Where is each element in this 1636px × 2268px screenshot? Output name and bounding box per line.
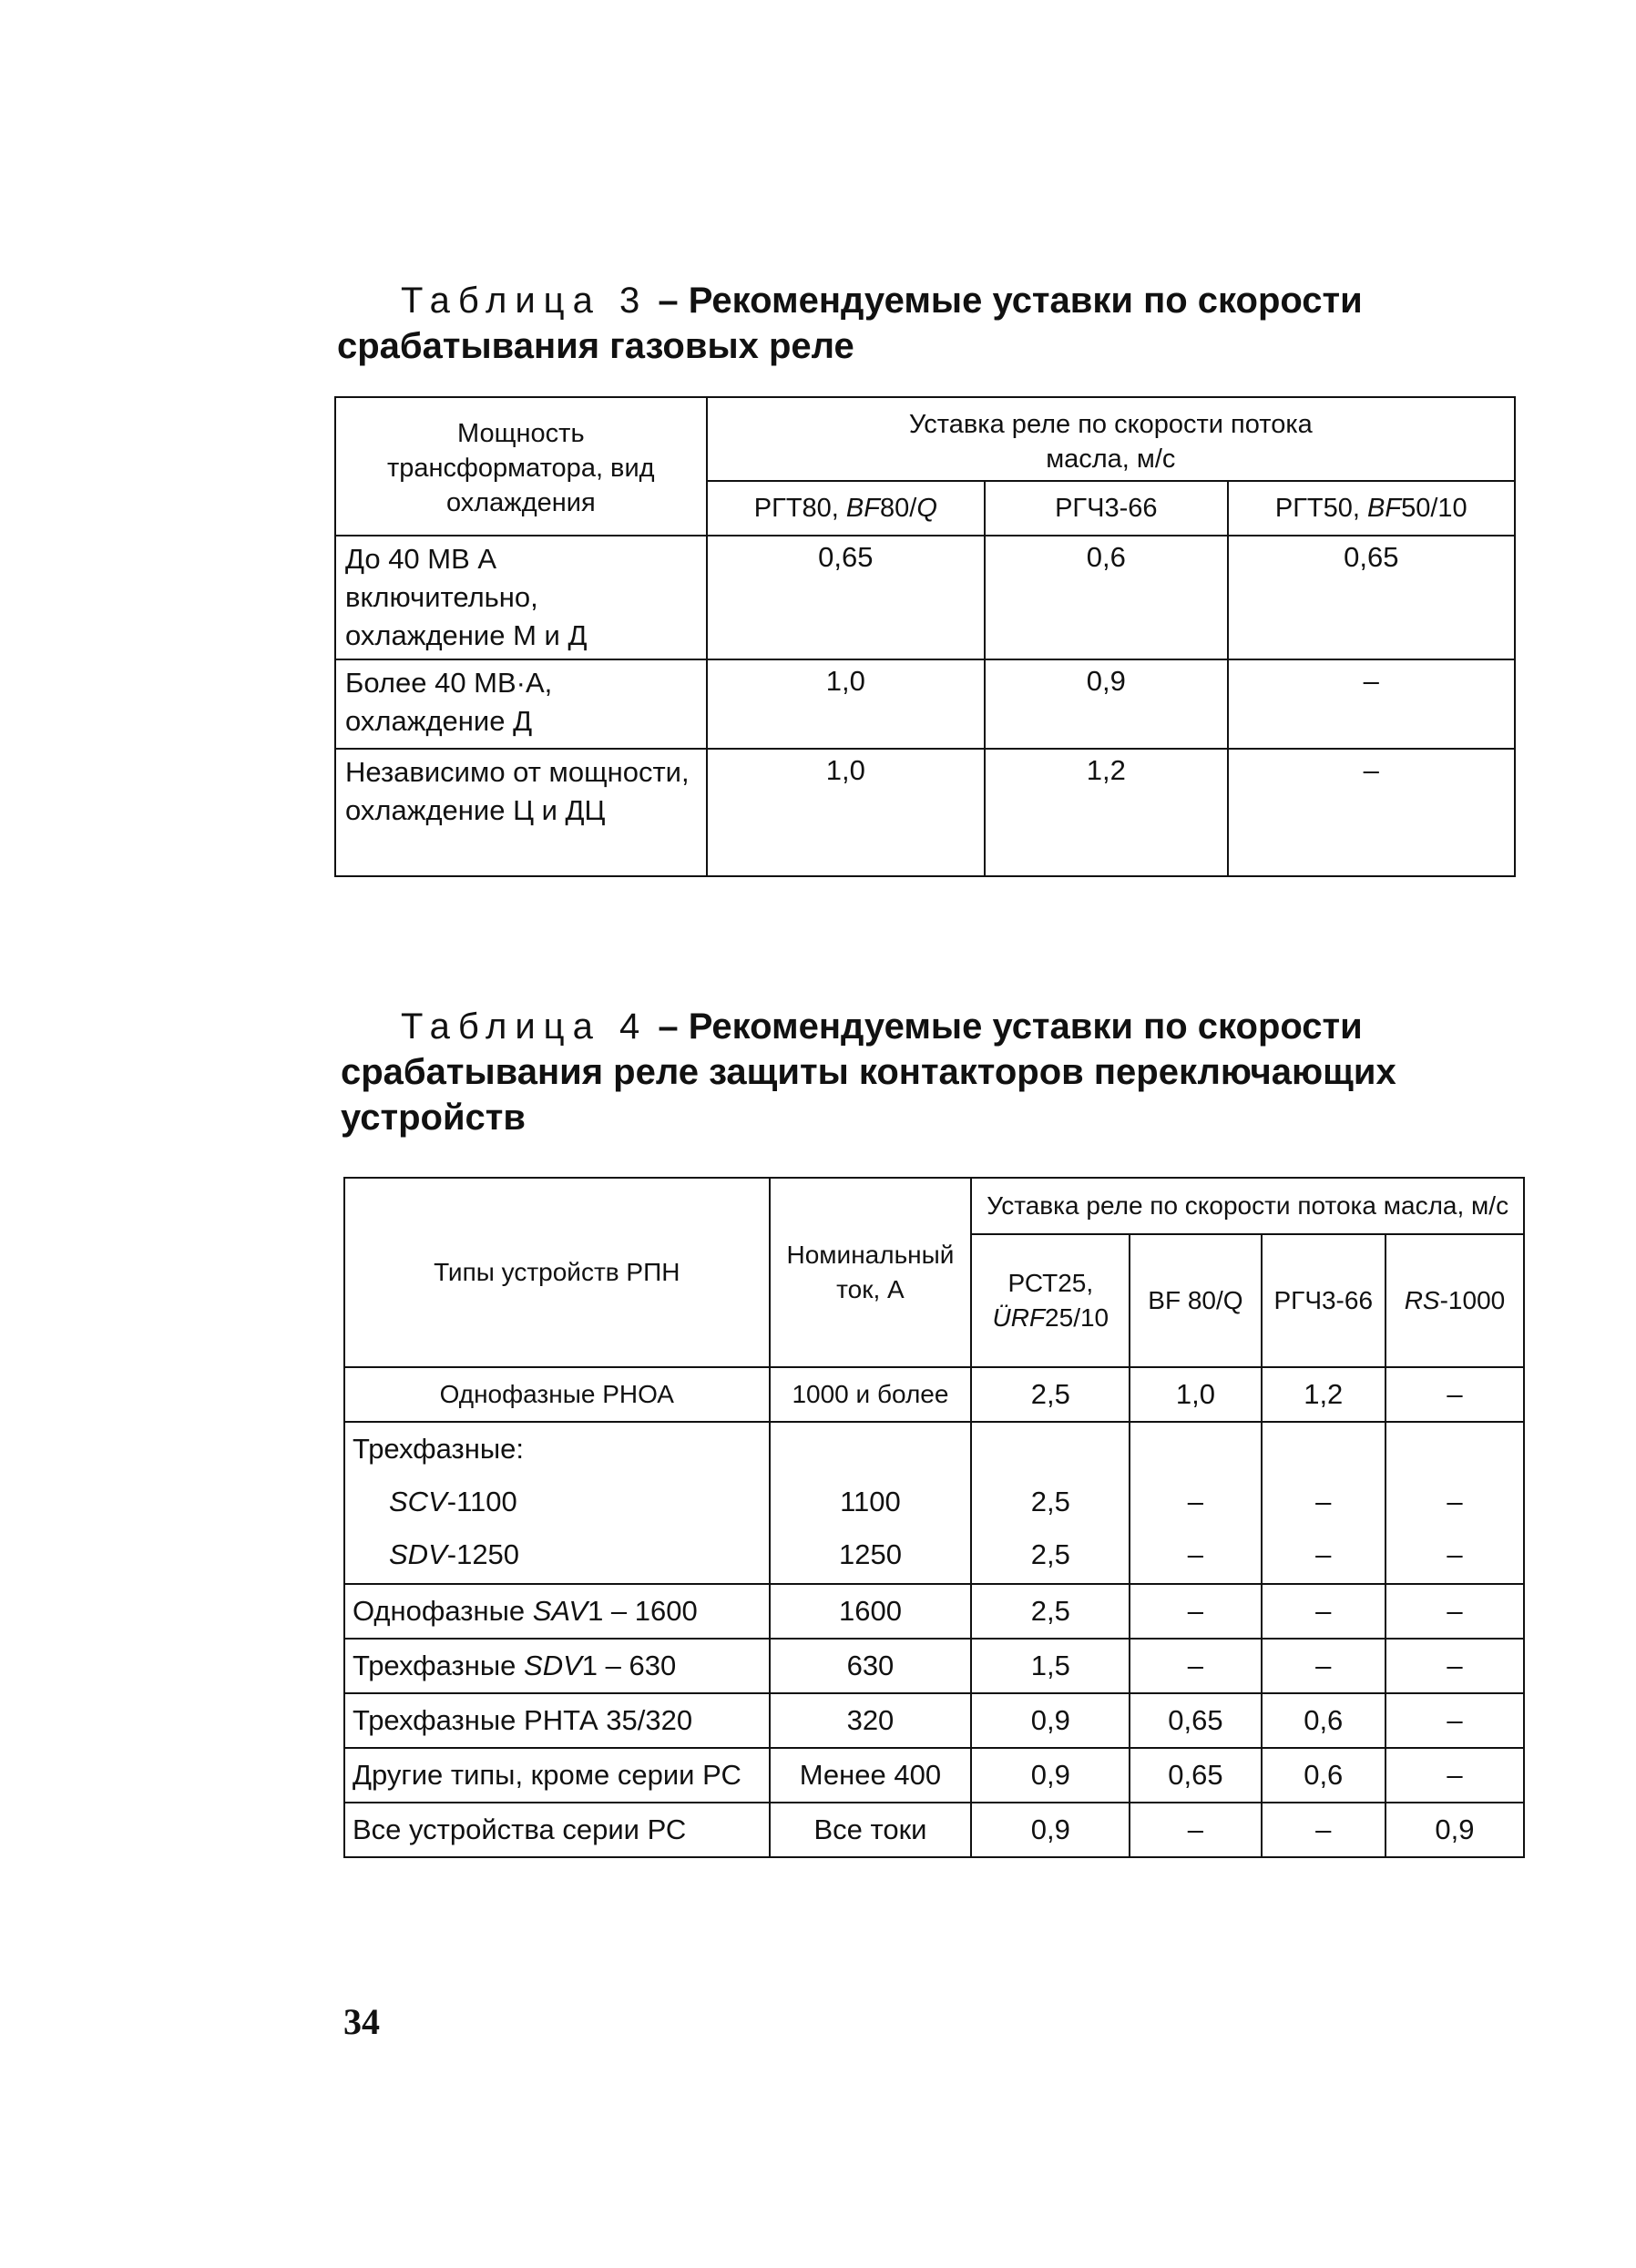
table4-caption-label: Таблица 4 [401, 1006, 649, 1047]
table4-cell: – [1385, 1748, 1524, 1803]
table4-caption-title: – Рекомендуемые уставки по скорости [658, 1006, 1363, 1047]
table4-cell: – [1130, 1639, 1261, 1693]
table3-row-label: Независимо от мощности, охлаждение Ц и ДЦ [335, 749, 707, 876]
table3-cell: 0,6 [985, 536, 1228, 659]
table4-row-group-threephase [344, 1422, 770, 1584]
table4-cell: – [1385, 1584, 1524, 1639]
table4-caption-line3 [341, 1095, 526, 1140]
table4-cell: 2,5 [971, 1367, 1130, 1422]
table4-header-type: Типы устройств РПН [344, 1178, 770, 1367]
table4-row-label: Однофазные SAV1 – 1600 [344, 1584, 770, 1639]
table3-cell: 0,65 [1228, 536, 1515, 659]
table4-cell-current: Менее 400 [770, 1748, 972, 1803]
table4-col-header: BF 80/Q [1130, 1234, 1261, 1367]
table4-row-label: Все устройства серии РС [344, 1803, 770, 1857]
table3-row-label: До 40 МВ А включительно, охлаждение М и Д [335, 536, 707, 659]
table4-cell: – [1385, 1639, 1524, 1693]
table4-row-label: SDV-1250 [389, 1538, 520, 1570]
table4-cell: 0,9 [1385, 1803, 1524, 1857]
table4-cell: 1,2 [1262, 1367, 1385, 1422]
table4-row-label: SCV-1100 [389, 1486, 517, 1517]
table4-cell-current: 1000 и более [770, 1367, 972, 1422]
table4-cell-current: 320 [770, 1693, 972, 1748]
page-number: 34 [343, 2001, 380, 2042]
table3-caption-title-line2: срабатывания газовых реле [337, 326, 854, 366]
table4-cell: – [1262, 1639, 1385, 1693]
table4-cell: 0,9 [971, 1693, 1130, 1748]
table4-cell: 0,9 [971, 1803, 1130, 1857]
table4-cell-current: 630 [770, 1639, 972, 1693]
table3-caption-title: – Рекомендуемые уставки по скорости [658, 281, 1363, 321]
table4-caption-title-line2: срабатывания реле защиты контакторов переключающих [341, 1052, 1396, 1092]
table4-cell: – [1447, 1538, 1463, 1570]
table3-col-header: РГТ50, BF50/10 [1228, 481, 1515, 536]
table4-caption-title-line3: устройств [341, 1098, 526, 1138]
table4-cell: – [1315, 1538, 1332, 1570]
table4-cell: – [1447, 1486, 1463, 1517]
table4-cell: – [1315, 1486, 1332, 1517]
table4-cell [1130, 1422, 1261, 1584]
table4-cell: 2,5 [1030, 1538, 1070, 1570]
table4-cell: 1250 [838, 1538, 902, 1570]
table4-cell: 0,9 [971, 1748, 1130, 1803]
table4-cell: – [1262, 1584, 1385, 1639]
table4 [343, 1177, 1525, 1858]
table3-caption [401, 278, 1539, 323]
table3-header-row-label: Мощность трансформатора, вид охлаждения [335, 397, 707, 536]
table4-cell-current: Все токи [770, 1803, 972, 1857]
table4-cell: 1,5 [971, 1639, 1130, 1693]
table3-caption-label: Таблица 3 [401, 281, 649, 321]
table4-caption [401, 1004, 1539, 1049]
table3-cell: 0,9 [985, 659, 1228, 749]
table3-cell: – [1228, 749, 1515, 876]
table3-cell: 1,0 [707, 749, 985, 876]
table4-cell-current [770, 1422, 972, 1584]
table4-cell: – [1262, 1803, 1385, 1857]
table3-cell: 1,0 [707, 659, 985, 749]
table4-row-label: Трехфазные РНТА 35/320 [344, 1693, 770, 1748]
table3-col-header: РГТ80, BF80/Q [707, 481, 985, 536]
table4-cell: 0,6 [1262, 1748, 1385, 1803]
table3-caption-line2 [337, 323, 854, 369]
table4-cell: – [1385, 1367, 1524, 1422]
table4-cell: 0,65 [1130, 1748, 1261, 1803]
table4-col-header: RS-1000 [1385, 1234, 1524, 1367]
table4-cell: 2,5 [1030, 1486, 1070, 1517]
table4-row-label: Трехфазные: [353, 1433, 525, 1465]
table4-cell [971, 1422, 1130, 1584]
table4-col-header: РГЧ3-66 [1262, 1234, 1385, 1367]
table4-cell: 2,5 [971, 1584, 1130, 1639]
table3-cell: 0,65 [707, 536, 985, 659]
table4-cell: – [1385, 1693, 1524, 1748]
table4-cell: 0,65 [1130, 1693, 1261, 1748]
table4-cell: 0,6 [1262, 1693, 1385, 1748]
table4-header-group: Уставка реле по скорости потока масла, м/с [971, 1178, 1524, 1234]
table4-cell: – [1187, 1538, 1204, 1570]
table3 [334, 396, 1516, 877]
table4-cell-current: 1600 [770, 1584, 972, 1639]
table4-cell: – [1130, 1803, 1261, 1857]
table3-cell: – [1228, 659, 1515, 749]
table3-cell: 1,2 [985, 749, 1228, 876]
table4-row-label: Другие типы, кроме серии РС [344, 1748, 770, 1803]
table4-cell [1262, 1422, 1385, 1584]
table4-cell: – [1187, 1486, 1204, 1517]
table4-col-header: РСТ25, ÜRF25/10 [971, 1234, 1130, 1367]
table3-row-label: Более 40 МВ·А, охлаждение Д [335, 659, 707, 749]
table4-header-current: Номинальный ток, А [770, 1178, 972, 1367]
table4-row-label: Трехфазные SDV1 – 630 [344, 1639, 770, 1693]
table4-row-label: Однофазные РНОА [344, 1367, 770, 1422]
table4-cell: – [1130, 1584, 1261, 1639]
table3-header-group: Уставка реле по скорости потока масла, м/с [707, 397, 1515, 481]
table4-cell: 1100 [840, 1486, 901, 1517]
table4-cell [1385, 1422, 1524, 1584]
table4-caption-line2 [341, 1049, 1396, 1095]
table3-col-header: РГЧ3-66 [985, 481, 1228, 536]
table4-cell: 1,0 [1130, 1367, 1261, 1422]
